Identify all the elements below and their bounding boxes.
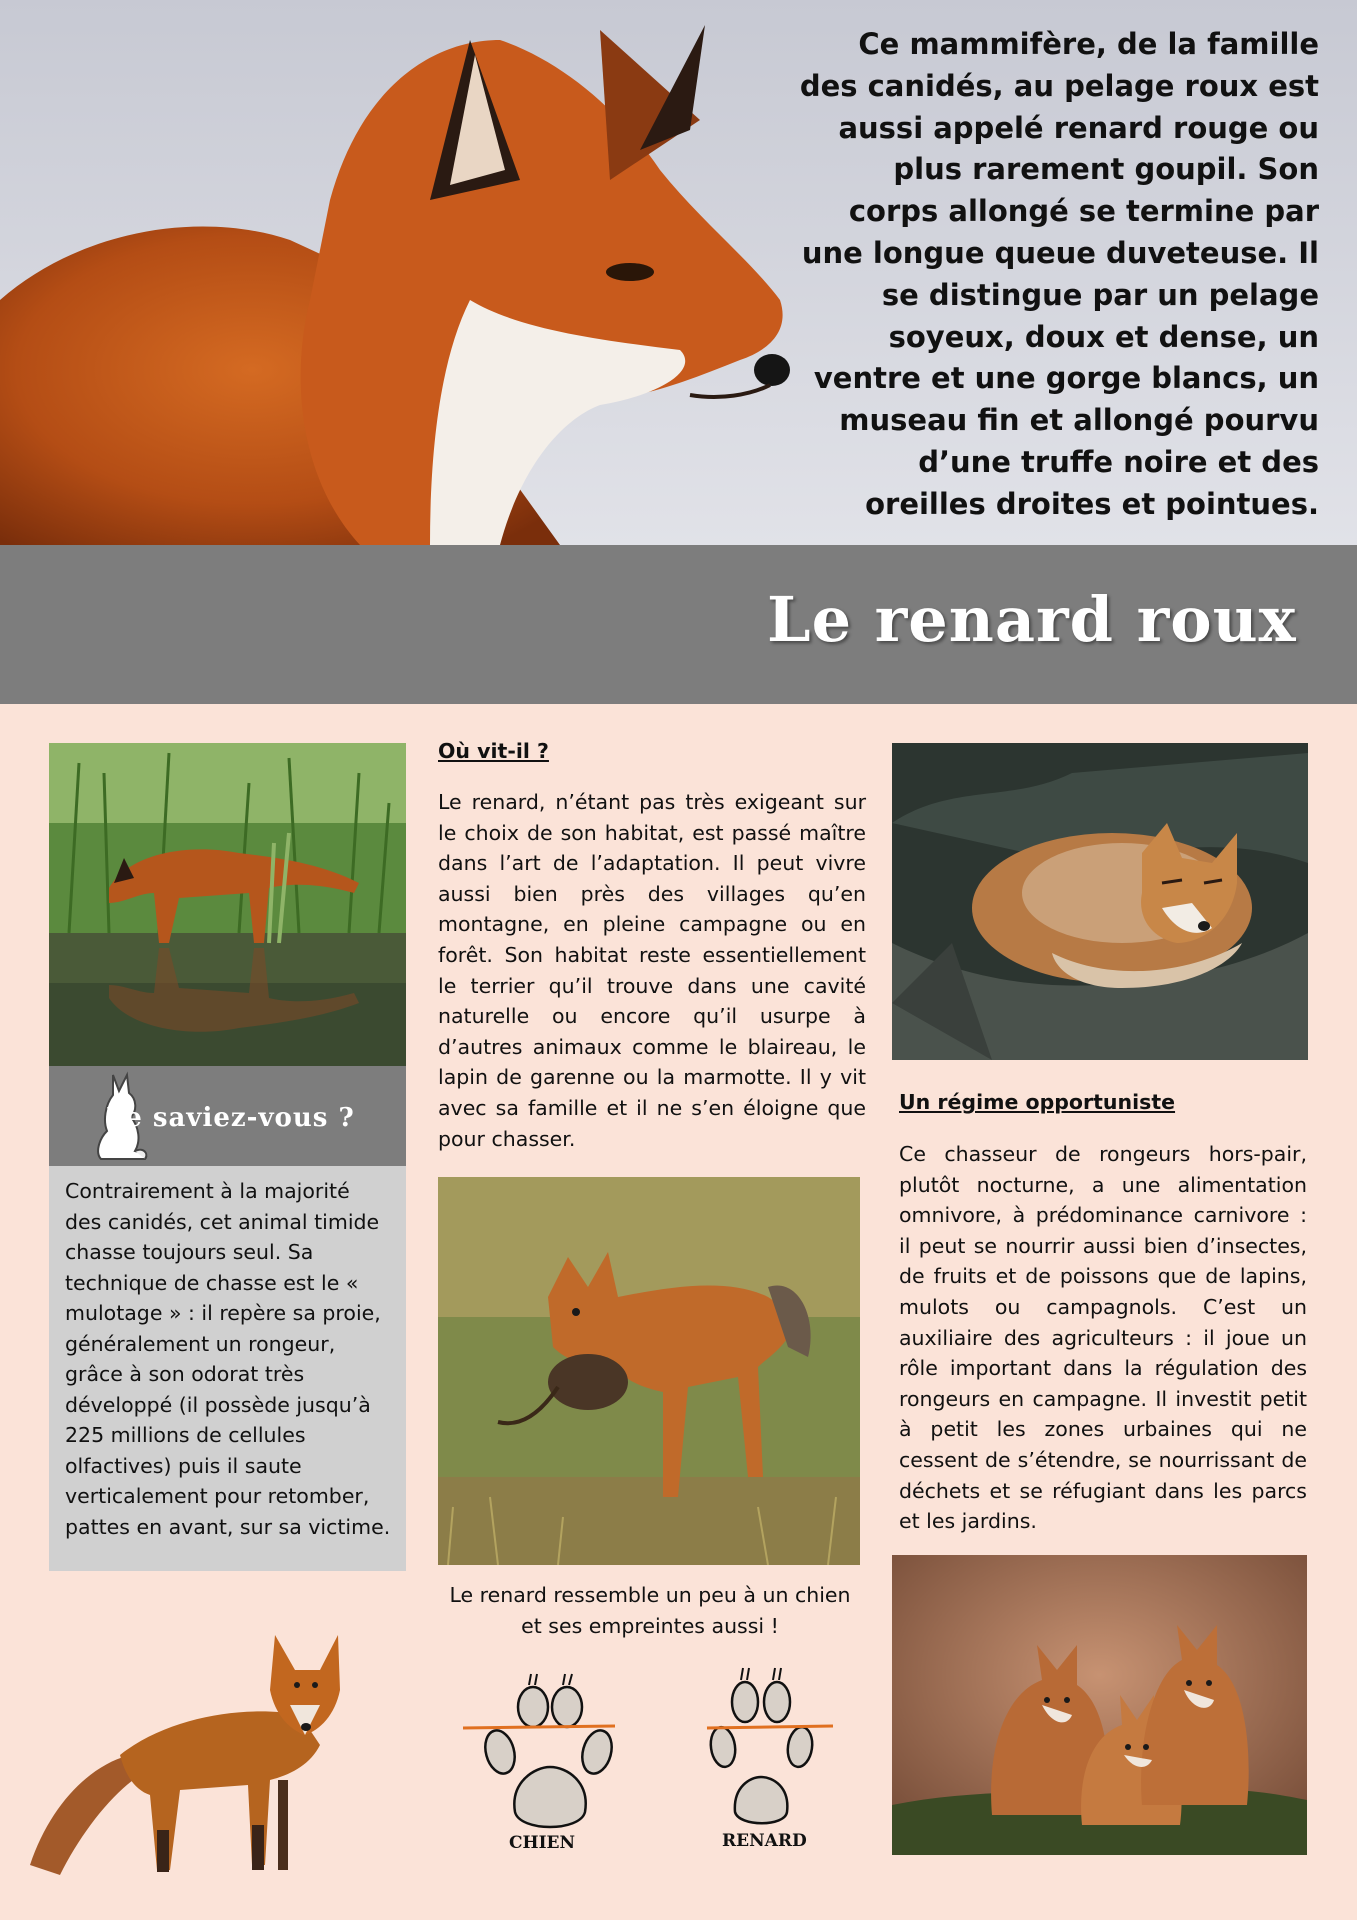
did-you-know-title: Le saviez-vous ?	[106, 1103, 355, 1133]
fox-with-prey-photo	[438, 1177, 860, 1565]
sleeping-fox-photo	[892, 743, 1308, 1060]
standing-fox-photo	[20, 1595, 405, 1890]
page-title: Le renard roux	[767, 583, 1297, 656]
intro-paragraph: Ce mammifère, de la famille des canidés, au pelage roux est aussi appelé renard rouge ou plus rarement goupil. Son corps allongé se termine par une longue queue duveteuse. Il se distingue par un pelage soyeux, doux et dense, un ventre et une gorge blancs, un museau fin et allongé pourvu d’une truffe noire et des oreilles droites et pointues.	[799, 27, 1319, 521]
fox-drinking-photo	[49, 743, 406, 1066]
dog-track-label: CHIEN	[509, 1833, 576, 1853]
did-you-know-box	[49, 1166, 406, 1571]
hero-fox-photo	[0, 0, 1357, 545]
tracks-caption: Le renard ressemble un peu à un chien et ses empreintes aussi !	[449, 1583, 851, 1638]
fox-track-label: RENARD	[722, 1831, 807, 1851]
pawprint-comparison-illustration	[455, 1662, 855, 1857]
diet-heading: Un régime opportuniste	[899, 1090, 1176, 1114]
diet-text: Ce chasseur de rongeurs hors-pair, plutôt nocturne, a une alimentation omnivore, à prédominance carnivore : il peut se nourrir aussi bien d’insectes, de fruits et de poissons que de lapins, mulots ou campagnols. C’est un auxiliaire des agriculteurs : il joue un rôle important dans la régulation des rongeurs en campagne. Il investit petit à petit les zones urbaines qui ne cessent de s’étendre, se nourrissant de déchets et se réfugiant dans les parcs et les jardins.	[899, 1142, 1307, 1534]
did-you-know-header	[49, 1066, 406, 1166]
dog-track-line	[463, 1726, 615, 1728]
habitat-text: Le renard, n’étant pas très exigeant sur le choix de son habitat, est passé maître dans l’art de l’adaptation. Il peut vivre aussi bien près des villages qu’en montagne, en pleine campagne ou en forêt. Son habitat reste essentiellement le terrier qu’il trouve dans une cavité naturelle ou encore qu’il usurpe à d’autres animaux comme le blaireau, le lapin de garenne ou la marmotte. Il y vit avec sa famille et il ne s’en éloigne que pour chasser.	[438, 790, 866, 1151]
fox-pawprint	[708, 1682, 814, 1823]
fox-cubs-photo	[892, 1555, 1307, 1855]
title-band	[0, 545, 1357, 704]
fox-track-line	[707, 1726, 833, 1728]
dog-pawprint	[481, 1687, 616, 1827]
habitat-heading: Où vit-il ?	[438, 739, 549, 763]
did-you-know-text: Contrairement à la majorité des canidés, cet animal timide chasse toujours seul. Sa technique de chasse est le « mulotage » : il repère sa proie, généralement un rongeur, grâce à son odorat très développé (il possède jusqu’à 225 millions de cellules olfactives) puis il saute verticalement pour retomber, pattes en avant, sur sa victime.	[65, 1179, 391, 1539]
